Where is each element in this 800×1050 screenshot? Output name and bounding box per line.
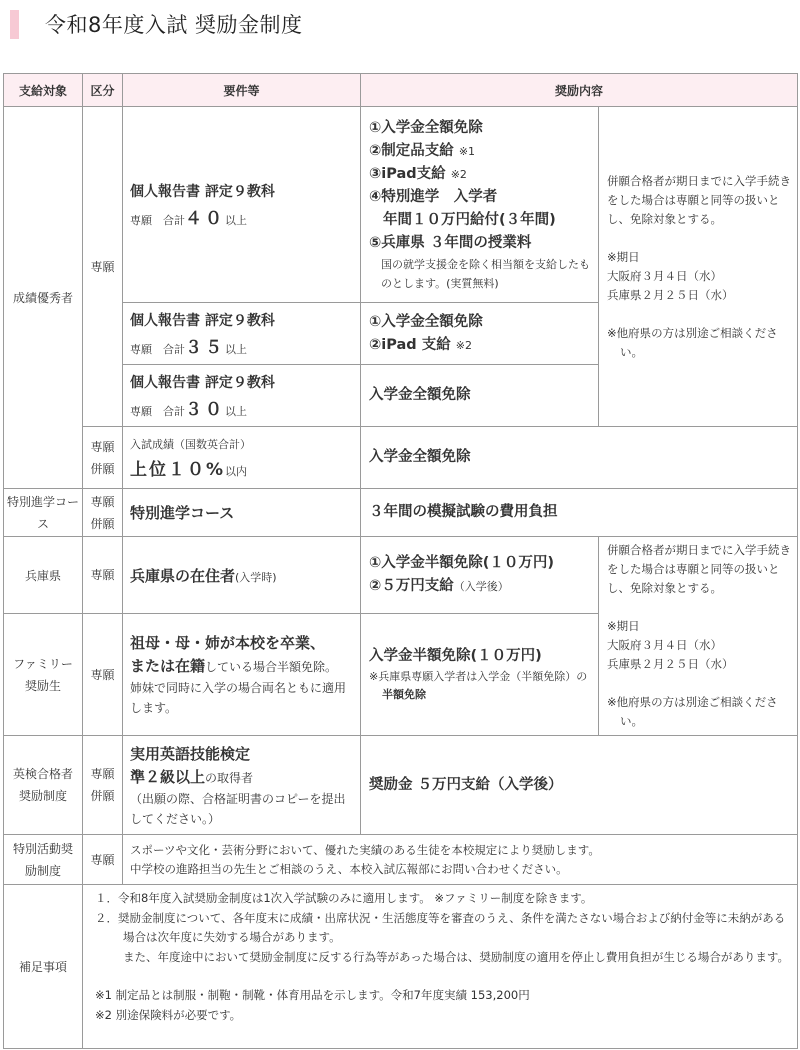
kubun-sengan-heigan — [83, 427, 123, 489]
req-title: 個人報告書 評定９教科 — [130, 375, 275, 391]
kubun-label: 併願 — [90, 789, 115, 803]
description-line: 中学校の進路担当の先生とご相談のうえ、本校入試広報部にお問い合わせください。 — [130, 861, 568, 876]
table-row — [4, 427, 798, 489]
note-other-pref: ※他府県の方は別途ご相談ください。 — [607, 325, 778, 359]
requirement-top10 — [123, 427, 361, 489]
reward-30 — [361, 365, 599, 427]
side-note — [599, 107, 798, 427]
kubun-sengan: 専願 — [83, 107, 123, 427]
note-item: また、年度途中において奨励金制度に反する行為等があった場合は、奨励制度の適用を停止し費用負担が生じる場合があります。 — [123, 949, 789, 964]
deadline-label: ※期日 — [607, 619, 640, 633]
tokkatsu-description — [123, 835, 798, 885]
req-line: 準２級以上の取得者 — [130, 767, 254, 786]
requirement-35 — [123, 303, 361, 365]
kubun-sengan: 専願 — [83, 835, 123, 885]
footnote-1: ※1 制定品とは制服・制鞄・制靴・体育用品を示します。令和7年度実績 153,200円 — [95, 988, 530, 1002]
reward-item: ②５万円支給（入学後） — [369, 578, 509, 594]
kubun-sengan-heigan — [83, 736, 123, 835]
req-line: 姉妹で同時に入学の場合両名ともに適用します。 — [130, 681, 347, 715]
requirement-family — [123, 614, 361, 736]
reward-top10 — [361, 427, 798, 489]
reward-item: ①入学金全額免除 — [369, 313, 483, 330]
title-accent-bar — [10, 10, 19, 39]
description-line: スポーツや文化・芸術分野において、優れた実績のある生徒を本校規定により奨励します。 — [130, 842, 600, 857]
reward-item: 年間１０万円給付(３年間) — [383, 211, 556, 228]
kubun-label: 専願 — [90, 439, 115, 454]
subject-hyogo: 兵庫県 — [4, 537, 83, 614]
kubun-sengan: 専願 — [83, 614, 123, 736]
note-other-pref: ※他府県の方は別途ご相談ください。 — [607, 695, 778, 728]
req-score: 専願 合計３０以上 — [130, 400, 247, 420]
table-row — [4, 107, 798, 303]
deadline-osaka: 大阪府３月４日（水） — [607, 268, 722, 283]
reward-family — [361, 614, 599, 736]
req-small: 入試成績（国数英合計） — [130, 438, 251, 451]
req-small: (入学時) — [235, 570, 277, 584]
req-line: 祖母・母・姉が本校を卒業、 — [130, 634, 326, 652]
table-row — [4, 537, 798, 614]
reward-item: ①入学金半額免除(１０万円) — [369, 555, 555, 571]
req-title: 個人報告書 評定９教科 — [130, 313, 275, 329]
reward-item: 奨励金 ５万円支給（入学後） — [369, 776, 563, 793]
req-big: 上位１０%以内 — [130, 460, 248, 480]
header-rewards: 奨励内容 — [361, 74, 798, 107]
requirement-hyogo — [123, 537, 361, 614]
header-kubun: 区分 — [83, 74, 123, 107]
note-paragraph: 併願合格者が期日までに入学手続きをした場合は専願と同等の扱いとし、免除対象とする。 — [607, 173, 791, 226]
deadline-osaka: 大阪府３月４日（水） — [607, 638, 722, 652]
note-item: ２．奨励金制度について、各年度末に成績・出席状況・生活態度等を審査のうえ、条件を満たさない場合および納付金等に未納がある場合は次年度に失効する場合があります。 — [95, 910, 786, 944]
scholarship-table — [3, 73, 798, 1049]
subject-tokkatsu: 特別活動奨励制度 — [4, 835, 83, 885]
reward-item: ⑤兵庫県 ３年間の授業料 — [369, 234, 532, 251]
reward-item: ②iPad 支給 ※2 — [369, 336, 472, 353]
reward-eiken — [361, 736, 798, 835]
header-requirements: 要件等 — [123, 74, 361, 107]
header-subject: 支給対象 — [4, 74, 83, 107]
deadline-hyogo: 兵庫県２月２５日（水） — [607, 657, 734, 671]
kubun-label: 専願 — [90, 494, 115, 509]
req-score: 専願 合計４０以上 — [130, 209, 247, 229]
requirement-40 — [123, 107, 361, 303]
req-title: 兵庫県の在住者 — [130, 566, 236, 585]
subject-tokushin: 特別進学コース — [4, 489, 83, 537]
reward-hyogo — [361, 537, 599, 614]
side-note-2 — [599, 537, 798, 736]
deadline-label: ※期日 — [607, 249, 640, 264]
reward-note: ※兵庫県専願入学者は入学金（半額免除）の半額免除 — [369, 670, 588, 701]
note-item: １．令和8年度入試奨励金制度は1次入学試験のみに適用します。 ※ファミリー制度を除きます。 — [95, 891, 593, 905]
reward-item: ①入学金全額免除 — [369, 119, 483, 136]
reward-40 — [361, 107, 599, 303]
subject-hosoku: 補足事項 — [4, 885, 83, 1049]
table-row — [4, 885, 798, 1049]
req-line: （出願の際、合格証明書のコピーを提出してください。） — [130, 791, 346, 826]
table-row — [4, 736, 798, 835]
reward-item: 入学金全額免除 — [369, 449, 471, 465]
kubun-sengan-heigan — [83, 489, 123, 537]
requirement-eiken — [123, 736, 361, 835]
reward-item: ３年間の模擬試験の費用負担 — [369, 504, 558, 520]
requirement-tokushin — [123, 489, 361, 537]
table-header-row — [4, 74, 798, 107]
table-row — [4, 835, 798, 885]
kubun-label: 専願 — [90, 767, 115, 781]
reward-35 — [361, 303, 599, 365]
supplementary-notes — [83, 885, 798, 1049]
req-line: 実用英語技能検定 — [130, 744, 251, 763]
requirement-30 — [123, 365, 361, 427]
note-paragraph: 併願合格者が期日までに入学手続きをした場合は専願と同等の扱いとし、免除対象とする。 — [607, 543, 791, 595]
subject-family: ファミリー奨励生 — [4, 614, 83, 736]
subject-seiseki: 成績優秀者 — [4, 107, 83, 489]
reward-item: ③iPad支給 ※2 — [369, 165, 467, 182]
kubun-sengan: 専願 — [83, 537, 123, 614]
reward-item: 入学金全額免除 — [369, 387, 471, 403]
reward-tokushin — [361, 489, 798, 537]
subject-eiken: 英検合格者奨励制度 — [4, 736, 83, 835]
deadline-hyogo: 兵庫県２月２５日（水） — [607, 287, 734, 302]
page-title: 令和8年度入試 奨励金制度 — [45, 13, 303, 37]
table-row — [4, 489, 798, 537]
reward-item: ④特別進学 入学者 — [369, 188, 498, 205]
reward-item: 入学金半額免除(１０万円) — [369, 648, 542, 664]
req-title: 特別進学コース — [130, 504, 235, 522]
req-line: または在籍している場合半額免除。 — [130, 657, 338, 675]
reward-item: ②制定品支給 ※1 — [369, 142, 476, 159]
footnote-2: ※2 別途保険料が必要です。 — [95, 1007, 242, 1022]
kubun-label: 併願 — [90, 516, 115, 531]
reward-sub-note: 国の就学支援金を除く相当額を支給したものとします。(実質無料) — [381, 257, 590, 290]
req-score: 専願 合計３５以上 — [130, 338, 247, 358]
kubun-label: 併願 — [90, 461, 115, 476]
req-title: 個人報告書 評定９教科 — [130, 184, 275, 200]
